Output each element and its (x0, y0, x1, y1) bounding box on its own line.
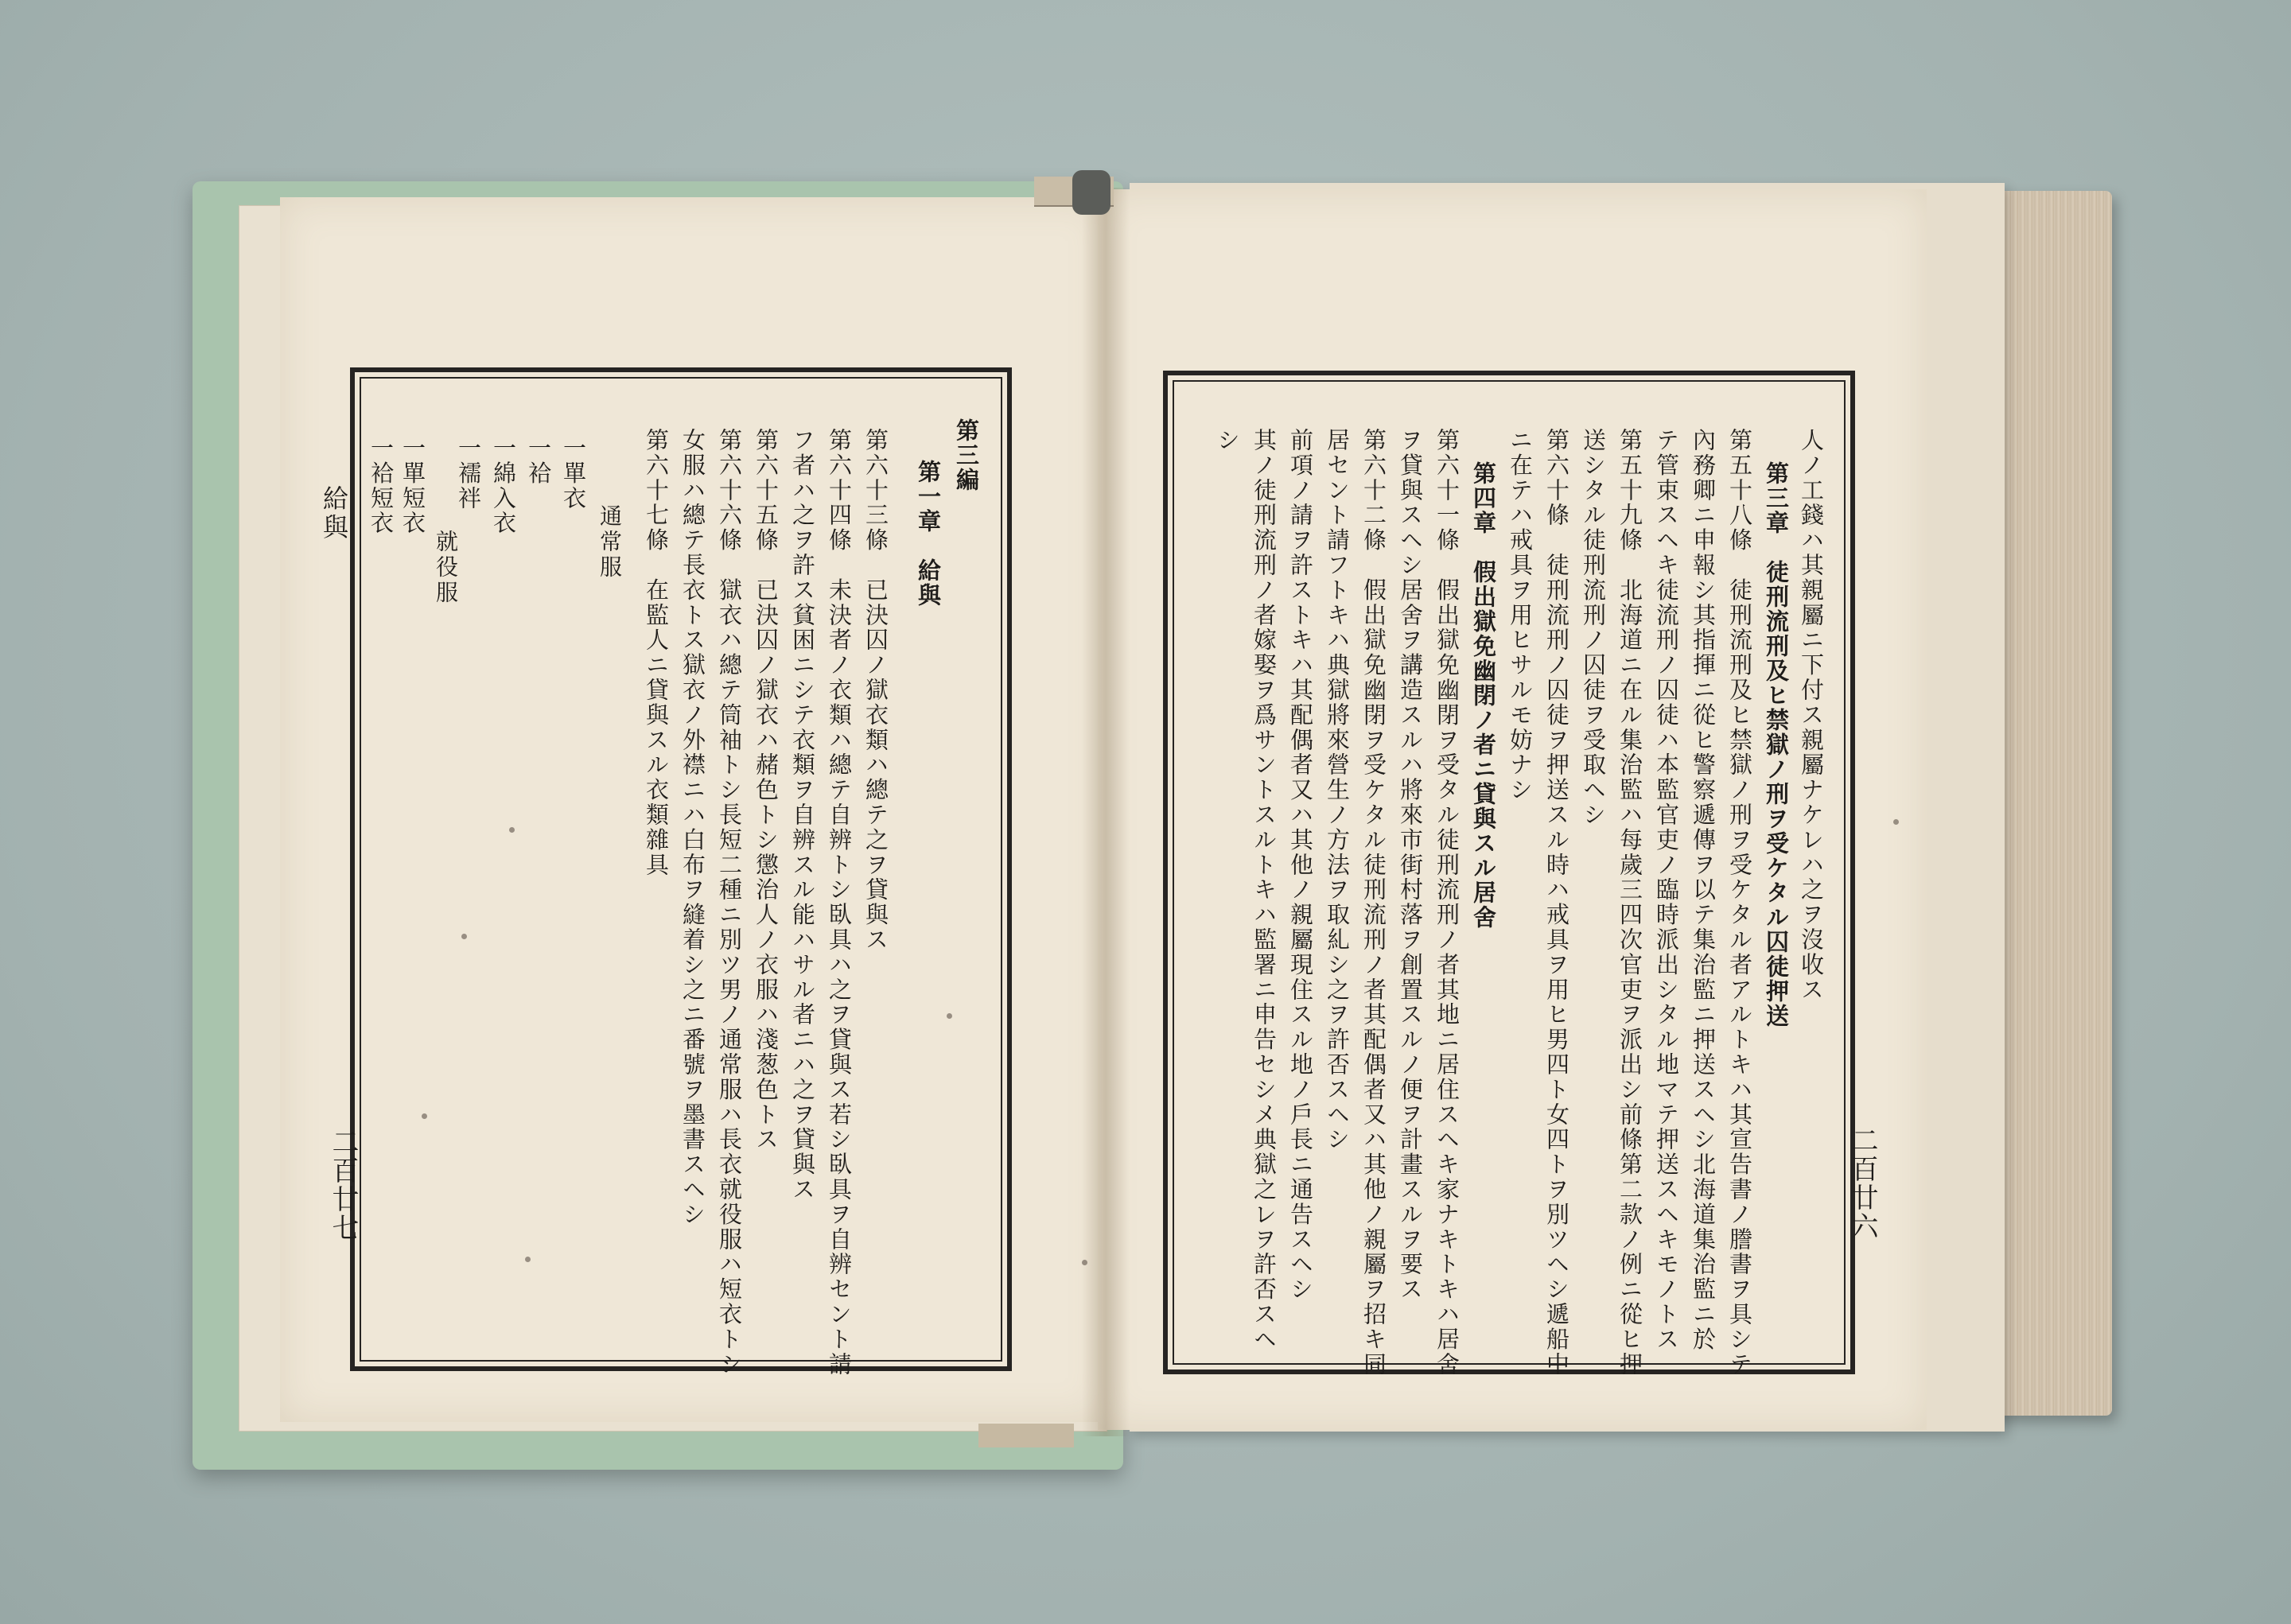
paper-speck (525, 1257, 531, 1262)
clothing-item: 一襦袢 (455, 436, 482, 511)
paper-speck (1893, 819, 1899, 825)
article-62: 第六十二條 假出獄免幽閉ヲ受ケタル徒刑流刑ノ者其配偶者又ハ其他ノ親屬ヲ招キ同 (1360, 428, 1387, 1377)
text-column: 人ノ工錢ハ其親屬ニ下付ス親屬ナケレハ之ヲ沒收ス (1798, 428, 1825, 1003)
paper-speck (461, 934, 467, 939)
article-61-cont: ヲ貸與スヘシ居舍ヲ講造スルハ將來市街村落ヲ創置スルノ便ヲ計畫スルヲ要ス (1397, 428, 1424, 1302)
article-67: 第六十七條 在監人ニ貸與スル衣類雜具 (643, 428, 670, 878)
article-62-cont: 居セント請フトキハ典獄將來營生ノ方法ヲ取糺シ之ヲ許否スヘシ (1324, 428, 1351, 1152)
chapter-heading: 第一章 給與 (915, 460, 942, 608)
clothing-item: 一袷 (525, 436, 552, 486)
paper-speck (422, 1113, 427, 1119)
article-65: 第六十五條 已決囚ノ獄衣ハ赭色トシ懲治人ノ衣服ハ淺葱色トス (753, 428, 780, 1152)
spine-tab-bottom (978, 1424, 1074, 1447)
chapter-heading: 第四章 假出獄免幽閉ノ者ニ貸與スル居舍 (1470, 461, 1497, 930)
article-59: 第五十九條 北海道ニ在ル集治監ハ每歲三四次官吏ヲ派出シ前條第二款ノ例ニ從ヒ押 (1616, 428, 1643, 1377)
article-66-cont: 女服ハ總テ長衣トス獄衣ノ外襟ニハ白布ヲ縫着シ之ニ番號ヲ墨書スヘシ (679, 428, 706, 1227)
subhead-labor-clothing: 就役服 (433, 530, 459, 606)
part-heading: 第三編 (953, 418, 980, 492)
chapter-heading: 第三章 徒刑流刑及ヒ禁獄ノ刑ヲ受ケタル囚徒押送 (1763, 461, 1790, 1028)
paper-speck (947, 1013, 952, 1019)
article-63: 第六十三條 已決囚ノ獄衣類ハ總テ之ヲ貸與ス (862, 428, 889, 953)
running-head: 給與 (319, 485, 349, 542)
clothing-item: 一綿入衣 (490, 436, 517, 536)
article-66: 第六十六條 獄衣ハ總テ筒袖トシ長短二種ニ別ツ男ノ通常服ハ長衣就役服ハ短衣トシ (716, 428, 743, 1377)
article-62-para: 其ノ徒刑流刑ノ者嫁娶ヲ爲サントスルトキハ監署ニ申告セシメ典獄之レヲ許否スヘ (1251, 428, 1278, 1352)
article-58: 第五十八條 徒刑流刑及ヒ禁獄ノ刑ヲ受ケタル者アルトキハ其宣告書ノ謄書ヲ具シテ (1726, 428, 1753, 1377)
left-page-number: 二百廿七 (327, 1128, 359, 1242)
article-60: 第六十條 徒刑流刑ノ囚徒ヲ押送スル時ハ戒具ヲ用ヒ男四ト女四トヲ別ツヘシ遞船中 (1543, 428, 1570, 1377)
article-58-cont: テ管束スヘキ徒流刑ノ囚徒ハ本監官吏ノ臨時派出シタル地マテ押送スヘキモノトス (1653, 428, 1680, 1352)
article-58-cont: 內務卿ニ申報シ其指揮ニ從ヒ警察遞傳ヲ以テ集治監ニ押送スヘシ北海道集治監ニ於 (1690, 428, 1717, 1352)
article-64-cont: フ者ハ之ヲ許ス貧困ニシテ衣類ヲ自辨スル能ハサル者ニハ之ヲ貸與ス (789, 428, 816, 1202)
article-60-cont: ニ在テハ戒具ヲ用ヒサルモ妨ナシ (1507, 428, 1534, 802)
clothing-item: 一袷短衣 (368, 436, 395, 536)
paper-speck (509, 827, 515, 833)
binding-knot (1072, 170, 1110, 215)
book-gutter (1082, 188, 1130, 1436)
clothing-item: 一單短衣 (399, 436, 426, 536)
article-61: 第六十一條 假出獄免幽閉ヲ受タル徒刑流刑ノ者其地ニ居住スヘキ家ナキトキハ居舍 (1433, 428, 1461, 1377)
right-page-number: 二百廿六 (1846, 1126, 1878, 1241)
article-64: 第六十四條 未決者ノ衣類ハ總テ自辨トシ臥具ハ之ヲ貸與ス若シ臥具ヲ自辨セント請 (826, 428, 853, 1377)
paper-speck (1082, 1260, 1087, 1265)
article-62-para: 前項ノ請ヲ許ストキハ其配偶者又ハ其他ノ親屬現住スル地ノ戶長ニ通告スヘシ (1287, 428, 1314, 1302)
clothing-item: 一單衣 (560, 436, 587, 511)
article-59-cont: 送シタル徒刑流刑ノ囚徒ヲ受取ヘシ (1580, 428, 1607, 828)
article-62-para-end: シ (1214, 428, 1241, 453)
subhead-ordinary-clothing: 通常服 (597, 504, 623, 581)
